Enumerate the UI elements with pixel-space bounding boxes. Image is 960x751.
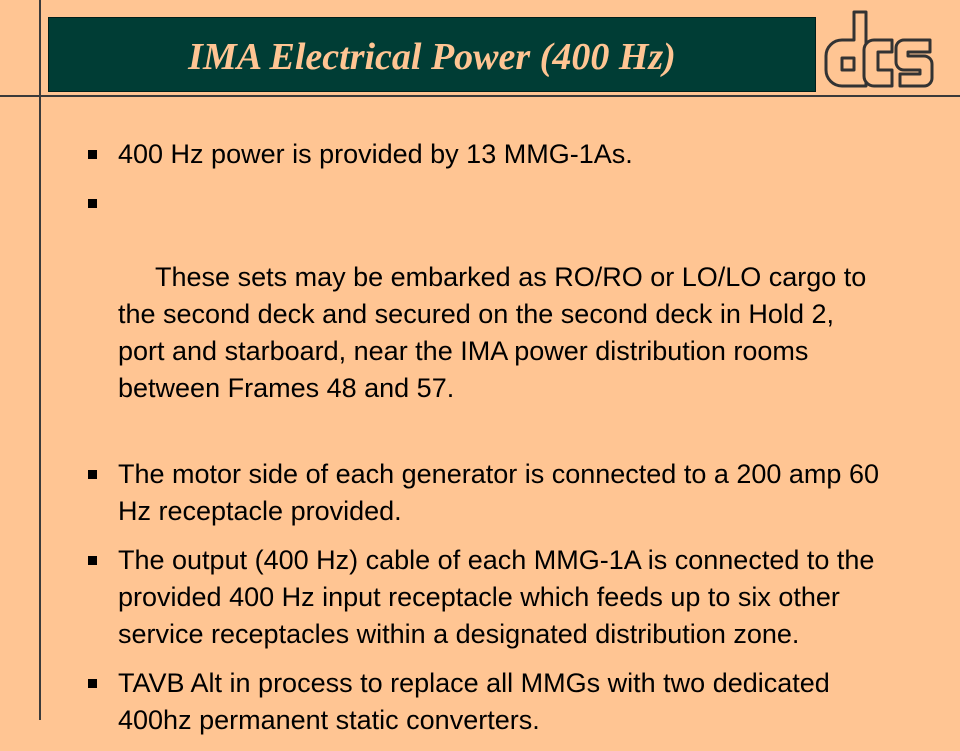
bullet-text: The output (400 Hz) cable of each MMG-1A is connected to the provided 400 Hz input receptacle which feeds up to six other service receptacles within a designated distribution zone. bbox=[118, 545, 875, 649]
square-bullet-icon bbox=[88, 470, 97, 479]
bullet-list bbox=[84, 136, 884, 751]
bullet-item bbox=[84, 456, 884, 530]
square-bullet-icon bbox=[88, 679, 97, 688]
bullet-item bbox=[84, 542, 884, 653]
bullet-item bbox=[84, 136, 884, 173]
bullet-item bbox=[84, 665, 884, 739]
horizontal-rule bbox=[0, 95, 960, 97]
bullet-text: These sets may be embarked as RO/RO or LO/LO cargo to the second deck and secured on the second deck in Hold 2, port and starboard, near the IMA power distribution rooms between Frames 48 and 57. bbox=[118, 262, 874, 403]
dcs-logo bbox=[824, 8, 936, 88]
bullet-text: The motor side of each generator is connected to a 200 amp 60 Hz receptacle provided. bbox=[118, 459, 879, 526]
bullet-text: TAVB Alt in process to replace all MMGs with two dedicated 400hz permanent static converters. bbox=[118, 668, 830, 735]
square-bullet-icon bbox=[88, 199, 97, 208]
vertical-rule bbox=[39, 0, 41, 720]
title-bar bbox=[48, 17, 816, 92]
square-bullet-icon bbox=[88, 150, 97, 159]
bullet-text: 400 Hz power is provided by 13 MMG-1As. bbox=[118, 139, 633, 169]
bullet-item bbox=[84, 185, 884, 444]
slide-title: IMA Electrical Power (400 Hz) bbox=[188, 35, 676, 78]
square-bullet-icon bbox=[88, 556, 97, 565]
